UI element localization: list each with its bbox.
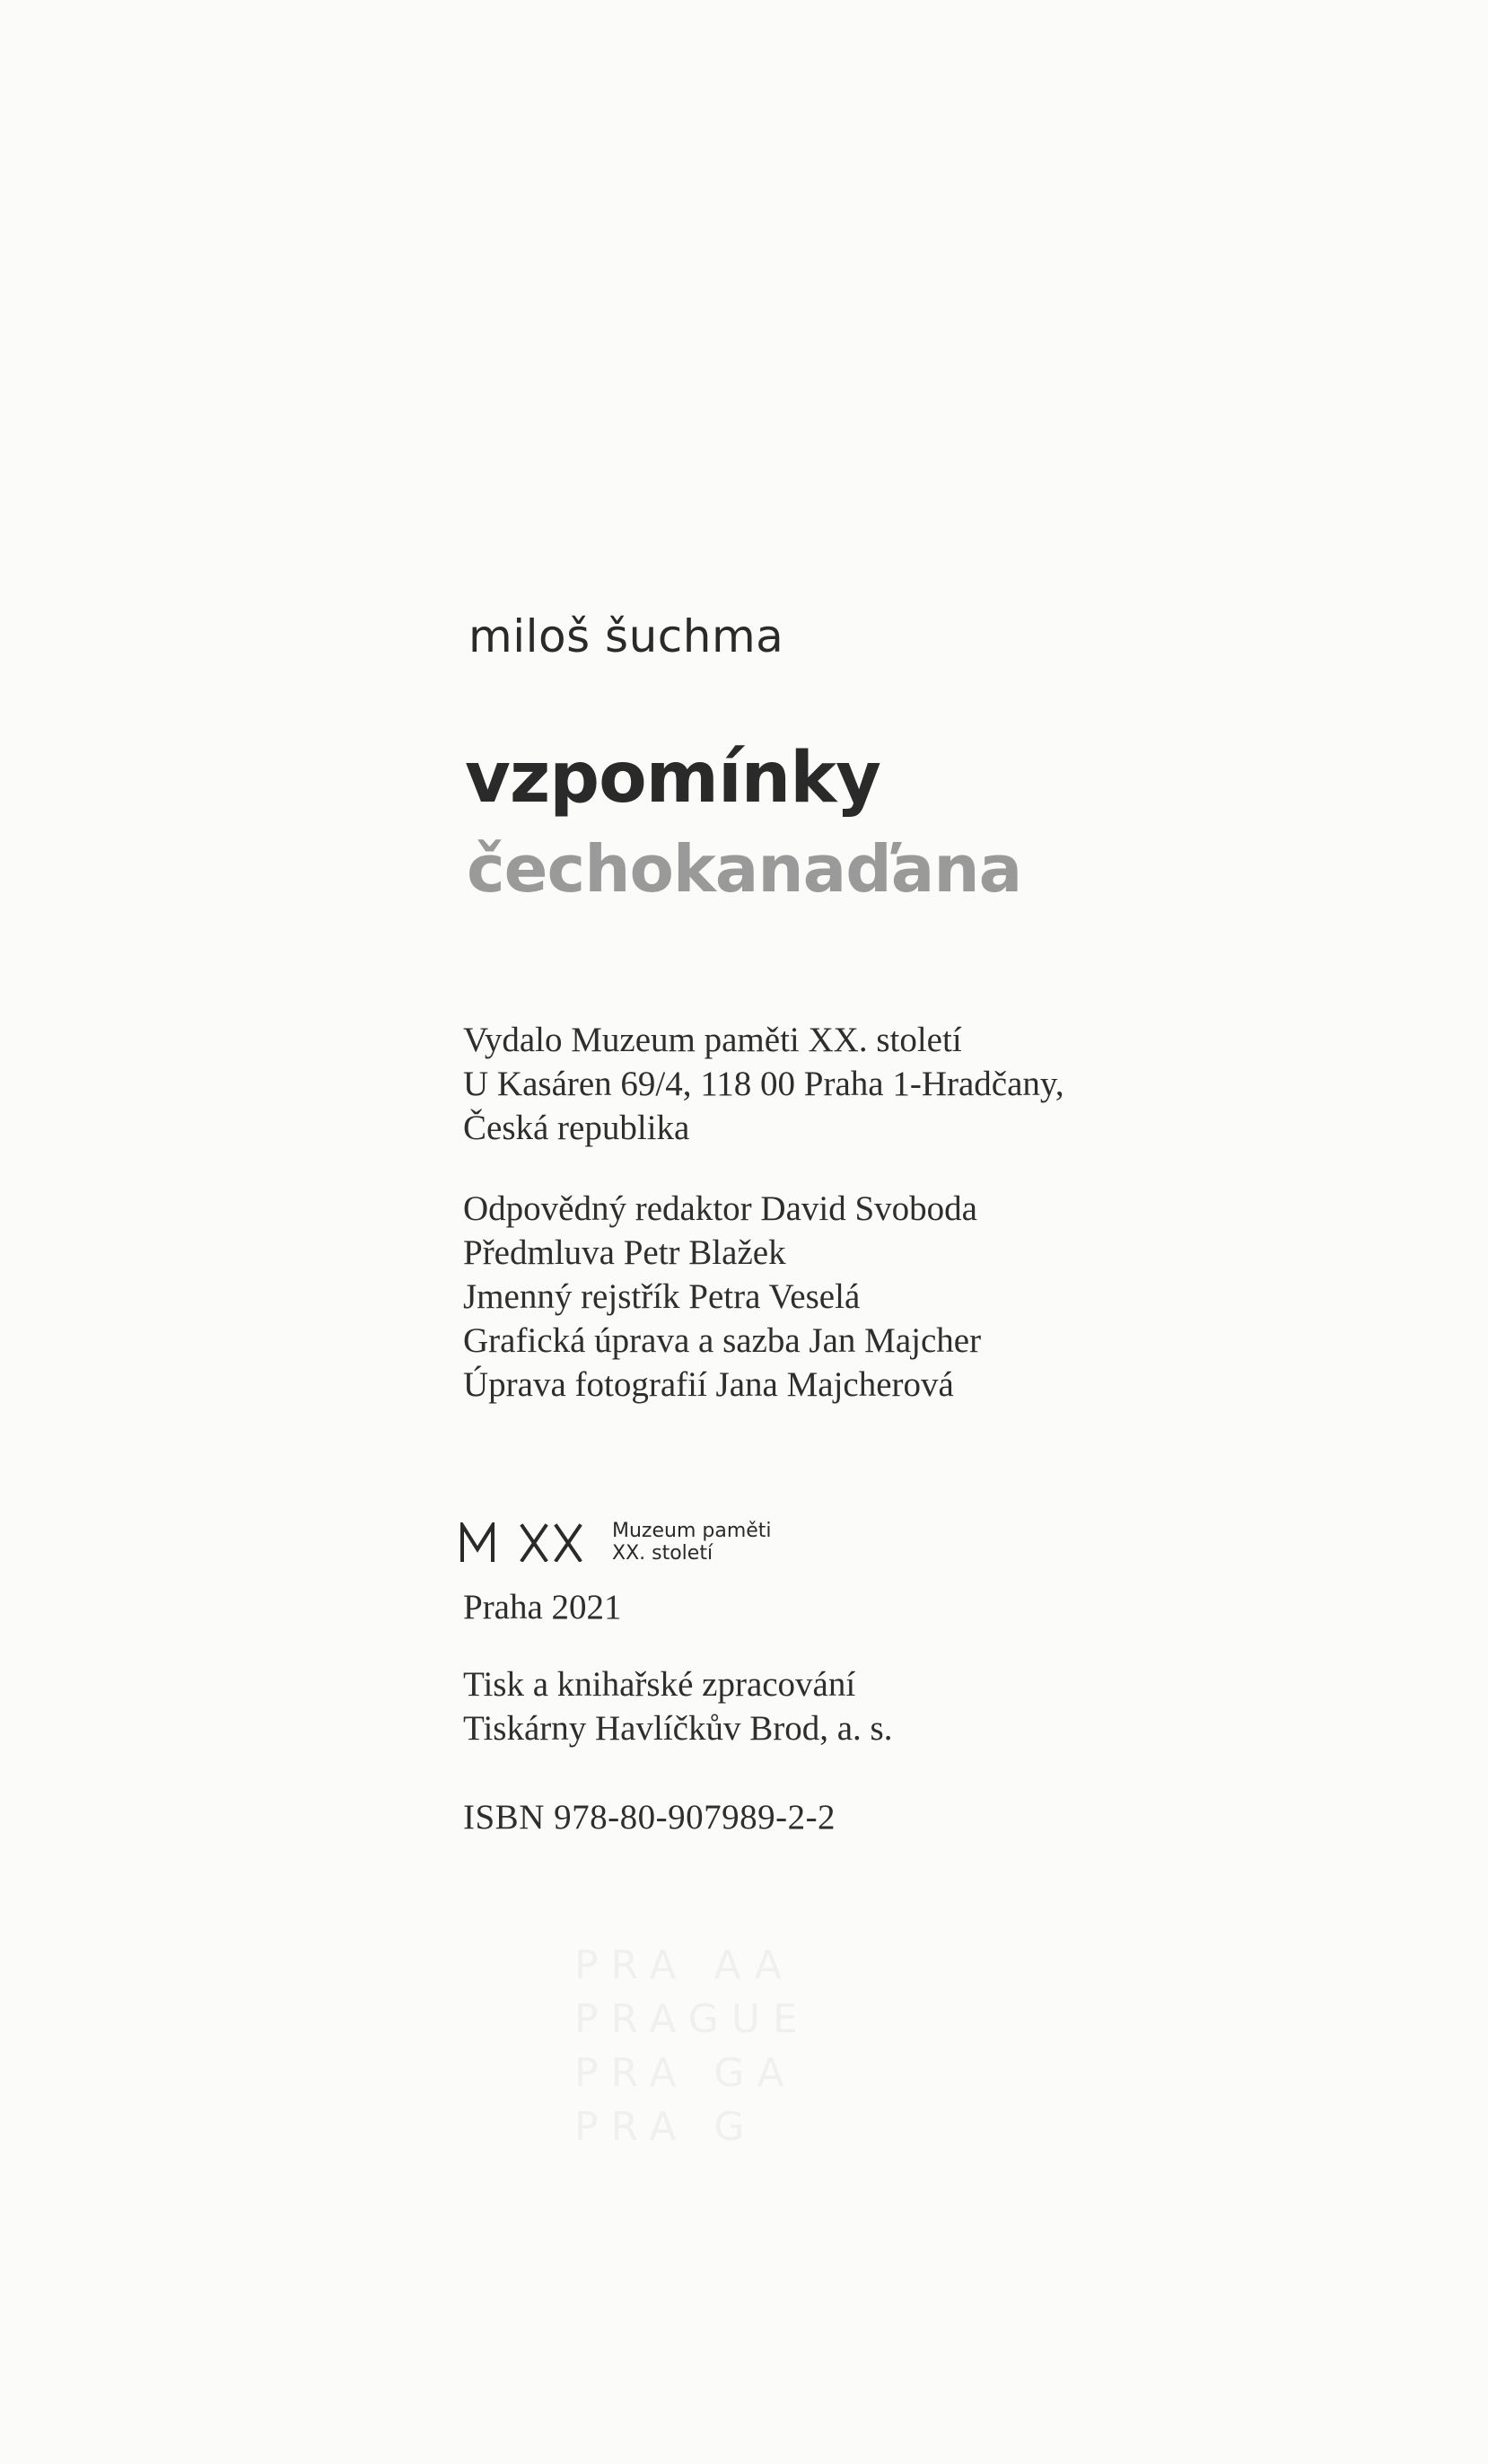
credit-line: Odpovědný redaktor David Svoboda: [463, 1189, 977, 1228]
museum-logo-text: [612, 1520, 772, 1565]
printer-line: Tisk a knihařské zpracování: [463, 1665, 856, 1704]
museum-logo-line: Muzeum paměti: [612, 1520, 772, 1542]
credit-line: Jmenný rejstřík Petra Veselá: [463, 1277, 861, 1316]
author-name: miloš šuchma: [468, 610, 784, 662]
publisher-line: Česká republika: [463, 1109, 690, 1147]
publisher-line: U Kasáren 69/4, 118 00 Praha 1-Hradčany,: [463, 1065, 1064, 1103]
printer-line: Tiskárny Havlíčkův Brod, a. s.: [463, 1709, 893, 1748]
museum-logo: [460, 1517, 772, 1567]
faint-imprint: [574, 1939, 810, 2154]
isbn: ISBN 978-80-907989-2-2: [463, 1798, 836, 1837]
book-title-line-2: čechokanaďana: [467, 831, 1022, 907]
faint-imprint-line: PRA GA: [574, 2050, 797, 2096]
museum-logo-mark-icon: [460, 1522, 592, 1562]
credit-line: Grafická úprava a sazba Jan Majcher: [463, 1321, 982, 1360]
faint-imprint-line: PRA G: [574, 2104, 757, 2150]
faint-imprint-line: PRA AA: [574, 1942, 794, 1988]
publisher-info: [463, 1018, 1064, 1150]
faint-imprint-line: PRAGUE: [574, 1996, 810, 2042]
printer-info: [463, 1662, 892, 1750]
museum-logo-line: XX. století: [612, 1542, 713, 1565]
publisher-line: Vydalo Muzeum paměti XX. století: [463, 1021, 962, 1059]
credit-line: Úprava fotografií Jana Majcherová: [463, 1365, 954, 1404]
credits: [463, 1187, 981, 1407]
book-title-line-1: vzpomínky: [465, 738, 880, 819]
credit-line: Předmluva Petr Blažek: [463, 1233, 786, 1272]
place-and-year: Praha 2021: [463, 1588, 622, 1627]
